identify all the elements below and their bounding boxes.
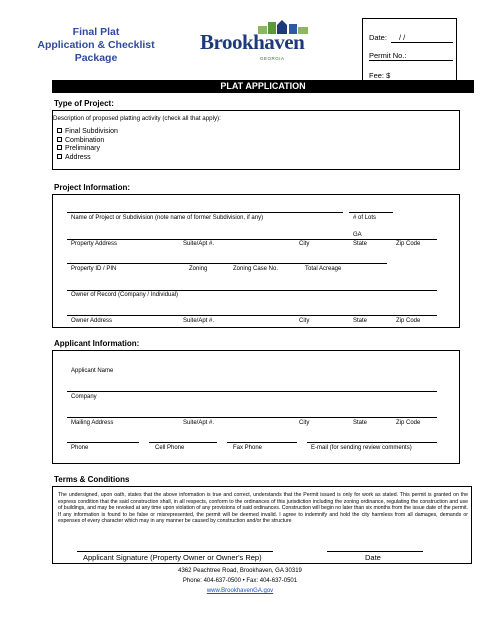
checkbox-icon[interactable] (57, 128, 62, 133)
permit-label: Permit No.: (369, 51, 407, 60)
property-address-line[interactable] (67, 239, 437, 240)
footer-address: 4362 Peachtree Road, Brookhaven, GA 30319 (178, 568, 302, 574)
signature-label: Applicant Signature (Property Owner or Owner's Rep) (83, 553, 262, 562)
email-label: E-mail (for sending review comments) (311, 445, 412, 451)
signature-date-label: Date (365, 553, 381, 562)
logo-wordmark: Brookhaven (200, 30, 305, 54)
zoning-label: Zoning (189, 266, 208, 272)
lots-line[interactable] (349, 212, 393, 213)
terms-text: The undersigned, upon oath, states that the above information is true and correct, understands that the Permit issued is only for work as stated. This permit is granted on the express condition that the said construction shall, in all respects, conform to the ordinances of this jurisdiction including the zoning ordinance, regulating the construction and use of buildings, and may be revoked at any time upon violation of any provisions of said ordinances. Construction will begin no later than six months from the issue date of the permit. If any information is found to be false or misrepresented, the permit will be deemed invalid. I agree to indemnify and hold the city harmless from all damages, demands or expenses of every character which may in any manner be caused by construction and/or the structure (58, 492, 468, 524)
company-line[interactable] (67, 391, 437, 392)
applicant-state-label: State (353, 420, 368, 426)
project-name-line[interactable] (67, 212, 343, 213)
footer-phone-fax: Phone: 404-637-0500 • Fax: 404-637-0501 (182, 578, 298, 584)
lots-label: # of Lots (353, 215, 377, 221)
footer-website-wrap (140, 588, 340, 594)
property-id-line[interactable] (67, 263, 387, 264)
cell-phone-line[interactable] (149, 442, 217, 443)
permit-line[interactable] (369, 60, 453, 61)
applicant-info-heading: Applicant Information: (54, 339, 140, 348)
title-line-3: Package (74, 52, 118, 64)
checkbox-icon[interactable] (57, 145, 62, 150)
checkbox-icon[interactable] (57, 154, 62, 159)
phone-label: Phone (71, 445, 89, 451)
signature-date-line[interactable] (327, 551, 423, 552)
applicant-info-box (52, 350, 460, 464)
state-value: GA (353, 232, 362, 238)
title-line-1: Final Plat (72, 26, 120, 38)
fax-phone-label: Fax Phone (233, 445, 263, 451)
zip-label: Zip Code (396, 241, 421, 247)
phone-line[interactable] (67, 442, 139, 443)
state-label: State (353, 241, 368, 247)
applicant-zip-label: Zip Code (396, 420, 421, 426)
property-address-label: Property Address (71, 241, 118, 247)
signature-line[interactable] (77, 551, 273, 552)
zoning-case-label: Zoning Case No. (233, 266, 279, 272)
suite-label: Suite/Apt #. (183, 241, 215, 247)
option-preliminary[interactable]: Preliminary (57, 145, 118, 154)
owner-address-line[interactable] (67, 315, 437, 316)
type-of-project-heading: Type of Project: (54, 99, 114, 108)
owner-city-label: City (299, 318, 310, 324)
terms-box (52, 486, 472, 564)
cell-phone-label: Cell Phone (155, 445, 185, 451)
applicant-city-label: City (299, 420, 310, 426)
project-info-box (52, 194, 460, 328)
applicant-suite-label: Suite/Apt #. (183, 420, 215, 426)
website-link[interactable]: www.BrookhavenGA.gov (206, 588, 274, 594)
office-use-box (362, 18, 457, 88)
date-slashes: / / (399, 33, 406, 42)
type-of-project-box (52, 110, 460, 170)
fee-label: Fee: $ (369, 71, 391, 80)
document-title (36, 26, 156, 65)
applicant-name-label: Applicant Name (71, 368, 114, 374)
city-label: City (299, 241, 310, 247)
type-description: Description of proposed platting activity (check all that apply): (53, 115, 221, 122)
property-id-label: Property ID / PIN (71, 266, 117, 272)
project-name-label: Name of Project or Subdivision (note name of former Subdivision, if any) (71, 215, 264, 221)
mailing-address-line[interactable] (67, 417, 437, 418)
option-address[interactable]: Address (57, 154, 118, 163)
section-banner: PLAT APPLICATION (52, 80, 474, 93)
total-acreage-label: Total Acreage (305, 266, 342, 272)
project-info-heading: Project Information: (54, 183, 131, 192)
owner-of-record-label: Owner of Record (Company / Individual) (71, 292, 179, 298)
option-final-subdivision[interactable]: Final Subdivision (57, 128, 118, 137)
company-label: Company (71, 394, 97, 400)
owner-zip-label: Zip Code (396, 318, 421, 324)
mailing-address-label: Mailing Address (71, 420, 114, 426)
project-type-options (57, 128, 118, 162)
terms-heading: Terms & Conditions (54, 475, 130, 484)
date-line[interactable] (391, 42, 453, 43)
fax-phone-line[interactable] (227, 442, 297, 443)
owner-state-label: State (353, 318, 368, 324)
brookhaven-logo (198, 24, 328, 61)
email-line[interactable] (307, 442, 437, 443)
date-label: Date: (369, 33, 387, 42)
option-combination[interactable]: Combination (57, 137, 118, 146)
checkbox-icon[interactable] (57, 137, 62, 142)
logo-subtitle: GEORGIA (260, 56, 285, 61)
owner-suite-label: Suite/Apt #. (183, 318, 215, 324)
title-line-2: Application & Checklist (37, 39, 155, 51)
owner-of-record-line[interactable] (67, 290, 437, 291)
owner-address-label: Owner Address (71, 318, 113, 324)
